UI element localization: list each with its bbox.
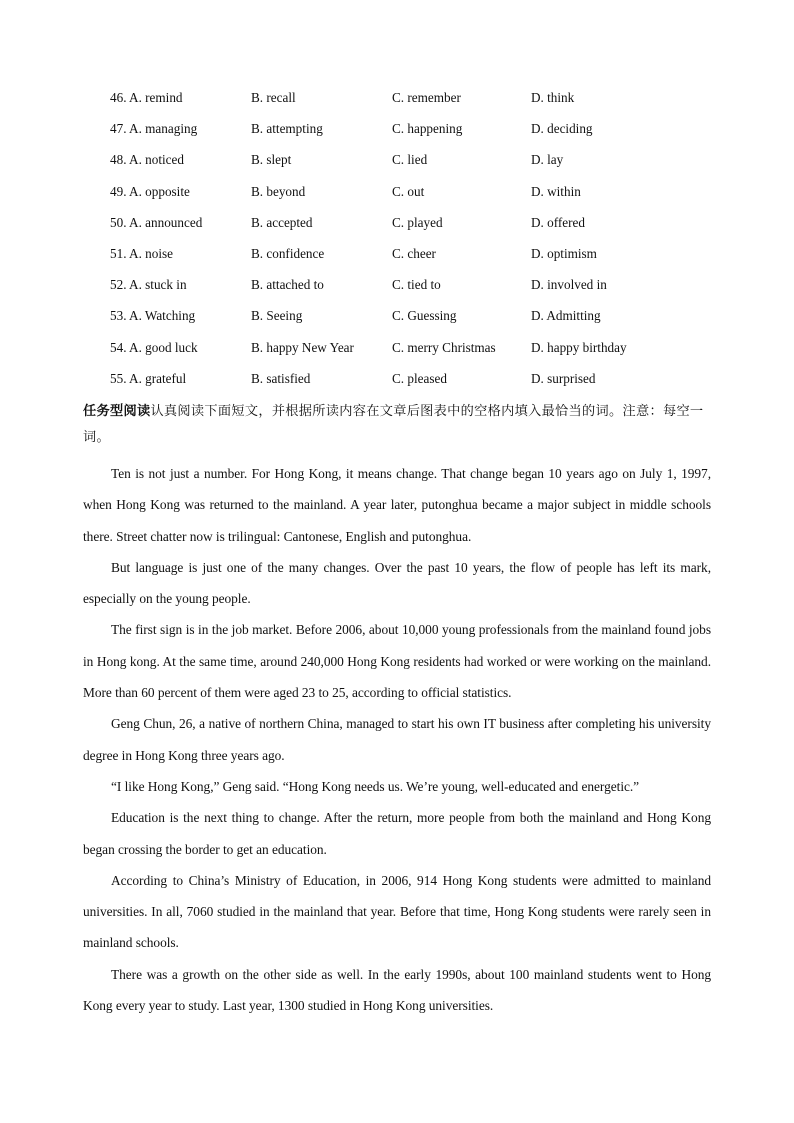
option-a: 51. A. noise [110,245,174,261]
section-heading: 任务型阅读 [83,404,151,419]
option-d: D. within [531,183,581,199]
option-b: B. slept [251,152,292,168]
option-c: C. played [392,214,443,230]
option-a: 46. A. remind [110,90,183,105]
option-b: B. Seeing [251,308,303,324]
option-d: D. optimism [531,245,597,261]
option-row-53 [110,307,730,338]
option-d: D. offered [531,214,585,230]
option-c: C. cheer [392,245,436,261]
option-b: B. attempting [251,121,323,137]
option-d: D. lay [531,152,564,168]
option-c: C. pleased [392,370,447,386]
instruction-text: 认真阅读下面短文，并根据所读内容在文章后图表中的空格内填入最恰当的词。注意：每空一词。 [83,404,704,445]
paragraph: According to China’s Ministry of Education, in 2006, 914 Hong Kong students were admitted to mainland universities. In all, 7060 studied in the mainland that year. Before that time, Hong Kong students were rarely seen in mainland schools. [83,872,711,951]
paragraph: The first sign is in the job market. Before 2006, about 10,000 young professionals from the mainland found jobs in Hong kong. At the same time, around 240,000 Hong Kong residents had worked or were working on the mainland. More than 60 percent of them were aged 23 to 25, according to official statistics. [83,622,711,701]
option-c: C. merry Christmas [392,339,496,355]
option-a: 53. A. Watching [110,308,196,324]
option-a: 50. A. announced [110,214,203,230]
option-row-47 [110,120,730,151]
option-row-48 [110,151,730,182]
option-d: D. happy birthday [531,339,627,355]
option-row-54 [110,339,730,370]
option-row-49 [110,183,730,214]
option-d: D. involved in [531,277,607,293]
option-c: C. out [392,183,425,199]
option-a: 47. A. managing [110,121,198,137]
option-b: B. confidence [251,245,325,261]
paragraph: Geng Chun, 26, a native of northern China, managed to start his own IT business after completing his university degree in Hong Kong three years ago. [83,716,711,763]
option-a: 49. A. opposite [110,183,190,199]
option-c: C. happening [392,121,463,137]
option-d: D. deciding [531,121,593,137]
option-a: 52. A. stuck in [110,277,187,293]
option-row-51 [110,245,730,276]
section-instruction [83,399,711,451]
option-c: C. remember [392,90,461,105]
option-b: B. recall [251,90,296,105]
option-d: D. think [531,90,575,105]
answer-options [110,89,730,401]
option-c: C. tied to [392,277,441,293]
paragraph: Ten is not just a number. For Hong Kong, it means change. That change began 10 years ago on July 1, 1997, when Hong Kong was returned to the mainland. A year later, putonghua became a major subject in middle schools there. Street chatter now is trilingual: Cantonese, English and putonghua. [83,466,711,544]
option-d: D. Admitting [531,308,601,324]
option-a: 55. A. grateful [110,370,187,386]
option-c: C. lied [392,152,428,168]
option-a: 54. A. good luck [110,339,198,355]
option-row-50 [110,214,730,245]
option-b: B. satisfied [251,370,311,386]
option-b: B. happy New Year [251,339,354,355]
option-b: B. accepted [251,214,313,230]
option-row-52 [110,276,730,307]
reading-passage [83,458,711,1021]
option-d: D. surprised [531,370,596,386]
option-b: B. beyond [251,183,306,199]
paragraph: There was a growth on the other side as well. In the early 1990s, about 100 mainland students went to Hong Kong every year to study. Last year, 1300 studied in Hong Kong universities. [83,966,711,1014]
option-row-46 [110,89,730,120]
paragraph: But language is just one of the many changes. Over the past 10 years, the flow of people has left its mark, especially on the young people. [83,559,711,607]
paragraph: “I like Hong Kong,” Geng said. “Hong Kong needs us. We’re young, well-educated and energetic.” [111,778,640,794]
option-b: B. attached to [251,277,324,293]
option-c: C. Guessing [392,308,457,324]
option-a: 48. A. noticed [110,152,184,168]
option-row-55 [110,370,730,401]
paragraph: Education is the next thing to change. After the return, more people from both the mainland and Hong Kong began crossing the border to get an education. [83,810,711,857]
